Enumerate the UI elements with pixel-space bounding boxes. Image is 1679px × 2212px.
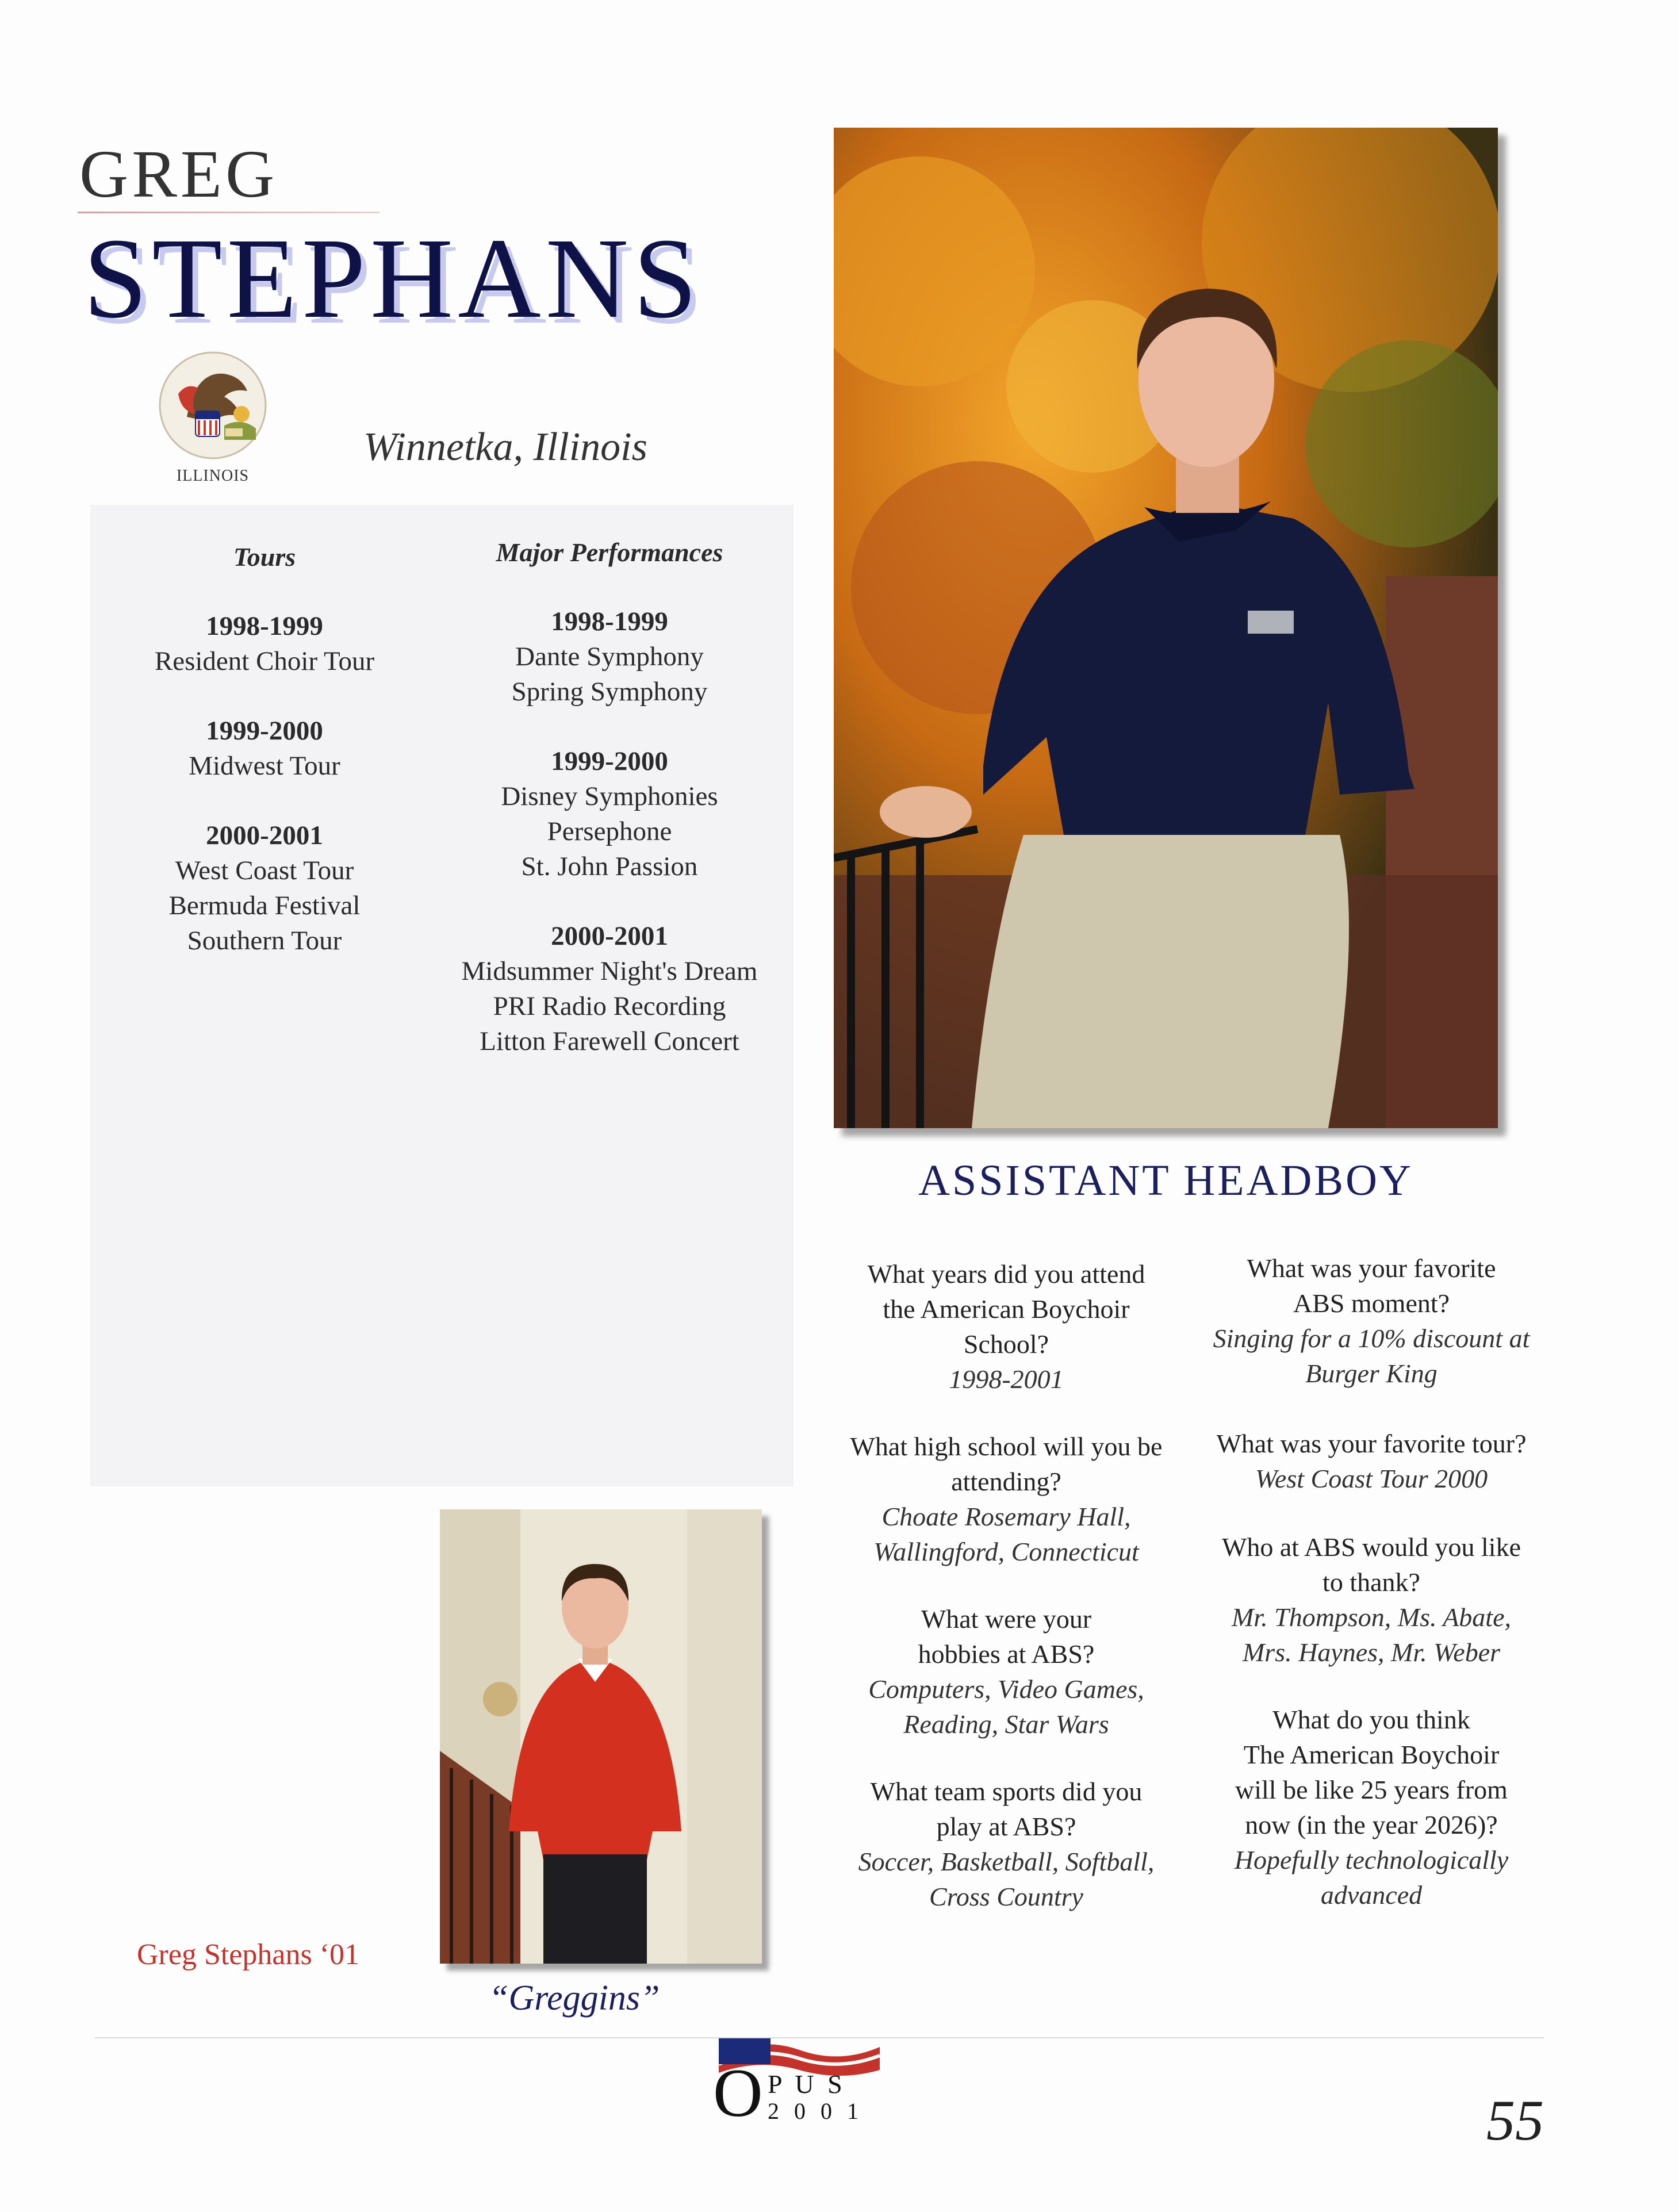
qa-answer: Singing for a 10% discount at bbox=[1213, 1324, 1530, 1353]
qa-question: hobbies at ABS? bbox=[918, 1639, 1095, 1669]
tour-year: 1998-1999 bbox=[206, 611, 323, 641]
qa-question: ABS moment? bbox=[1293, 1289, 1450, 1318]
performance-item: Disney Symphonies bbox=[501, 781, 718, 811]
performance-group bbox=[448, 744, 770, 884]
qa-item bbox=[1187, 1529, 1555, 1670]
performance-year: 1999-2000 bbox=[551, 746, 668, 776]
qa-question: will be like 25 years from bbox=[1235, 1775, 1508, 1804]
tour-item: West Coast Tour bbox=[175, 856, 354, 885]
qa-answer: Hopefully technologically bbox=[1234, 1845, 1509, 1874]
qa-answer: Mrs. Haynes, Mr. Weber bbox=[1242, 1638, 1501, 1667]
tour-year: 1999-2000 bbox=[206, 716, 323, 746]
performance-year: 2000-2001 bbox=[551, 921, 668, 951]
qa-answer: advanced bbox=[1320, 1880, 1423, 1910]
performance-item: PRI Radio Recording bbox=[493, 991, 726, 1021]
qa-question: attending? bbox=[951, 1467, 1061, 1496]
performance-year: 1998-1999 bbox=[551, 607, 668, 637]
page-number: 55 bbox=[1486, 2088, 1544, 2152]
qa-answer: Mr. Thompson, Ms. Abate, bbox=[1231, 1603, 1511, 1632]
qa-item bbox=[1187, 1702, 1555, 1912]
tour-group bbox=[124, 714, 405, 784]
qa-question: What do you think bbox=[1272, 1705, 1470, 1734]
tour-year: 2000-2001 bbox=[206, 821, 323, 850]
qa-question: What was your favorite bbox=[1247, 1253, 1496, 1283]
qa-item bbox=[822, 1256, 1190, 1397]
qa-question: Who at ABS would you like bbox=[1221, 1532, 1521, 1562]
caption-name: Greg Stephans ‘01 bbox=[137, 1938, 360, 1971]
qa-question: the American Boychoir bbox=[883, 1294, 1130, 1324]
qa-answer: Reading, Star Wars bbox=[903, 1709, 1109, 1739]
qa-question: What were your bbox=[921, 1604, 1092, 1634]
tours-heading: Tours bbox=[233, 542, 296, 572]
qa-answer: Computers, Video Games, bbox=[868, 1674, 1144, 1704]
qa-question: What team sports did you bbox=[870, 1777, 1143, 1806]
qa-question: play at ABS? bbox=[936, 1812, 1076, 1841]
tour-item: Midwest Tour bbox=[189, 751, 340, 781]
performance-item: Spring Symphony bbox=[511, 677, 708, 707]
qa-answer: West Coast Tour 2000 bbox=[1255, 1464, 1488, 1493]
performances-heading: Major Performances bbox=[496, 538, 723, 567]
hometown: Winnetka, Illinois bbox=[363, 425, 647, 469]
performance-item: Persephone bbox=[547, 816, 672, 846]
opus-logo bbox=[713, 2035, 885, 2131]
first-name: GREG bbox=[79, 136, 278, 212]
qa-item bbox=[1187, 1251, 1555, 1391]
performance-group bbox=[448, 604, 770, 710]
tour-item: Southern Tour bbox=[187, 926, 342, 956]
qa-item bbox=[822, 1774, 1190, 1914]
tour-item: Resident Choir Tour bbox=[154, 646, 375, 676]
qa-answer: Choate Rosemary Hall, bbox=[881, 1502, 1131, 1531]
performance-group bbox=[448, 919, 770, 1059]
nickname: “Greggins” bbox=[489, 1979, 660, 2018]
childhood-photo bbox=[440, 1509, 762, 1964]
qa-item bbox=[822, 1429, 1190, 1569]
qa-answer: Wallingford, Connecticut bbox=[873, 1537, 1139, 1566]
seal-label: ILLINOIS bbox=[176, 467, 250, 485]
performance-item: Dante Symphony bbox=[515, 642, 704, 672]
qa-answer: Burger King bbox=[1305, 1359, 1438, 1388]
qa-answer: Cross Country bbox=[929, 1882, 1083, 1911]
portrait-photo bbox=[834, 128, 1498, 1128]
qa-answer: 1998-2001 bbox=[949, 1364, 1064, 1394]
qa-question: School? bbox=[963, 1329, 1049, 1359]
tour-group bbox=[124, 609, 405, 679]
performance-item: St. John Passion bbox=[521, 852, 698, 881]
last-name: STEPHANS bbox=[83, 215, 702, 342]
performances-column bbox=[448, 535, 770, 1094]
illinois-seal-icon bbox=[155, 348, 270, 463]
qa-answer: Soccer, Basketball, Softball, bbox=[858, 1847, 1155, 1876]
qa-item bbox=[1187, 1426, 1555, 1496]
qa-question: now (in the year 2026)? bbox=[1245, 1810, 1498, 1839]
tour-item: Bermuda Festival bbox=[168, 891, 361, 921]
logo-year: 2 0 0 1 bbox=[768, 2098, 863, 2124]
tour-group bbox=[124, 818, 405, 959]
performance-item: Litton Farewell Concert bbox=[480, 1026, 739, 1056]
qa-question: What was your favorite tour? bbox=[1216, 1429, 1527, 1458]
qa-item bbox=[822, 1601, 1190, 1742]
logo-pus: P U S bbox=[768, 2069, 846, 2099]
logo-o: O bbox=[713, 2054, 763, 2131]
performance-item: Midsummer Night's Dream bbox=[461, 956, 758, 986]
qa-question: What years did you attend bbox=[867, 1259, 1145, 1289]
role-title: ASSISTANT HEADBOY bbox=[918, 1156, 1413, 1205]
qa-question: The American Boychoir bbox=[1243, 1740, 1500, 1769]
tours-column bbox=[124, 539, 405, 993]
qa-question: to thank? bbox=[1322, 1567, 1420, 1597]
qa-question: What high school will you be bbox=[850, 1432, 1163, 1461]
